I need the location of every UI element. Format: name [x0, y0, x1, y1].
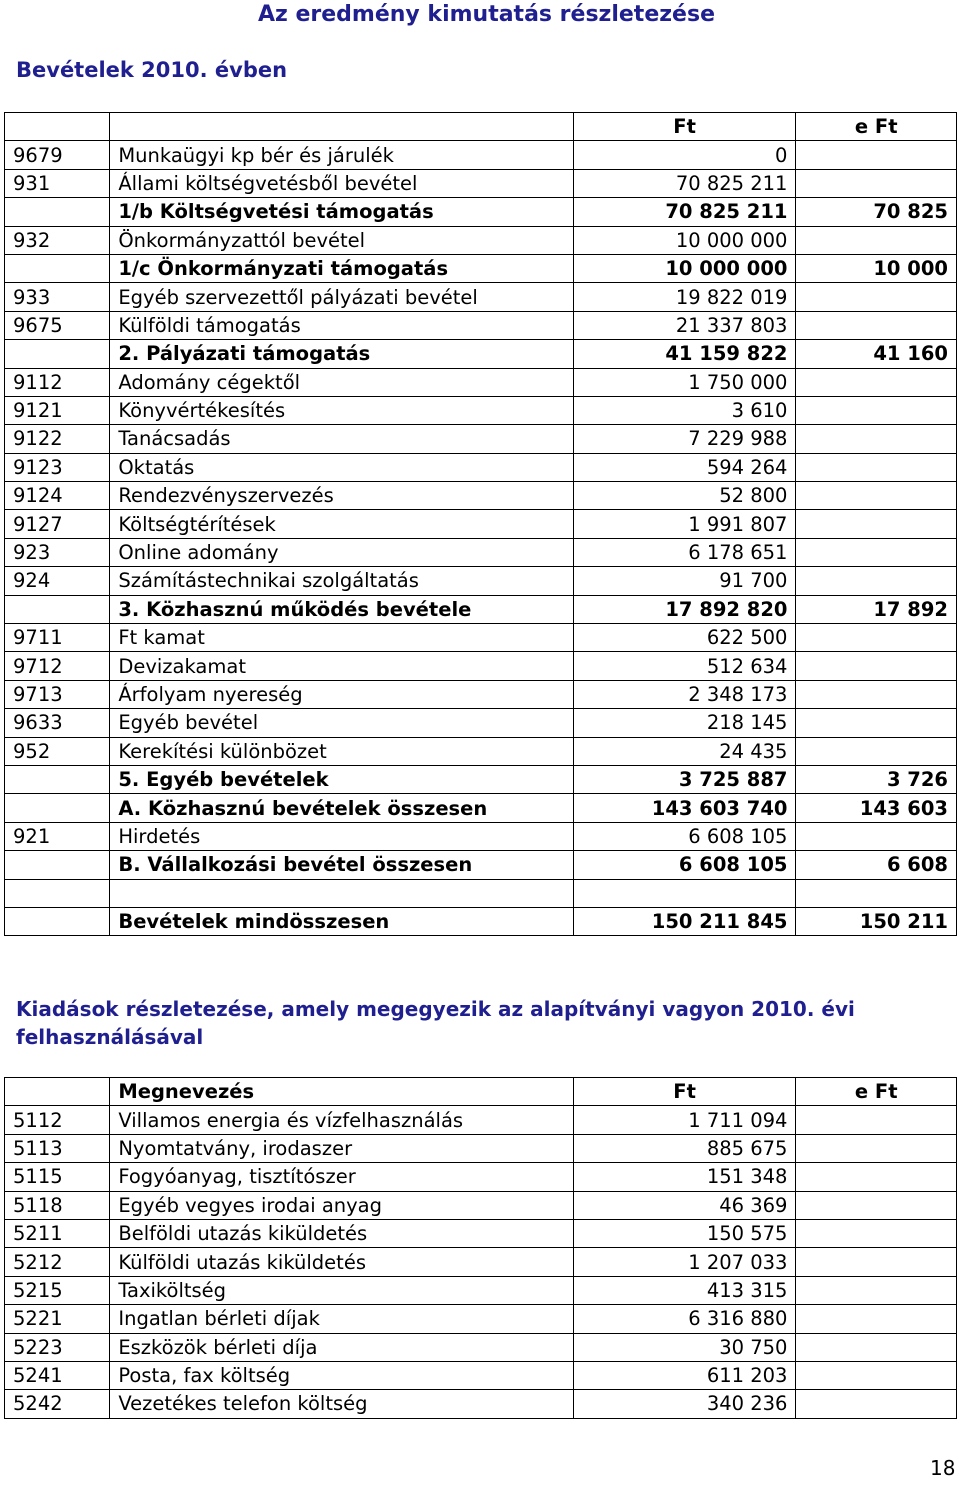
- eft-value-cell: [796, 709, 957, 737]
- name-cell: Ft kamat: [110, 624, 573, 652]
- eft-value-cell: 41 160: [796, 340, 957, 368]
- name-cell: Kerekítési különbözet: [110, 737, 573, 765]
- table-header-row: [5, 113, 957, 141]
- eft-value-cell: 10 000: [796, 254, 957, 282]
- table-row: [5, 851, 957, 879]
- code-cell: 9675: [5, 311, 110, 339]
- expenses-table: [4, 1077, 957, 1419]
- code-cell: 923: [5, 538, 110, 566]
- ft-value-cell: 150 211 845: [573, 907, 796, 935]
- ft-value-cell: 70 825 211: [573, 169, 796, 197]
- ft-value-cell: 17 892 820: [573, 595, 796, 623]
- table-row: [5, 1219, 957, 1247]
- code-cell: 9122: [5, 425, 110, 453]
- eft-value-cell: [796, 226, 957, 254]
- name-cell: Devizakamat: [110, 652, 573, 680]
- ft-value-cell: 21 337 803: [573, 311, 796, 339]
- name-cell: Bevételek mindösszesen: [110, 907, 573, 935]
- table-row: [5, 1361, 957, 1389]
- name-cell: B. Vállalkozási bevétel összesen: [110, 851, 573, 879]
- code-cell: 5211: [5, 1219, 110, 1247]
- name-cell: Egyéb szervezettől pályázati bevétel: [110, 283, 573, 311]
- code-cell: [5, 907, 110, 935]
- table-row: [5, 1276, 957, 1304]
- eft-value-cell: 17 892: [796, 595, 957, 623]
- name-cell: 5. Egyéb bevételek: [110, 765, 573, 793]
- table-row: [5, 595, 957, 623]
- eft-value-cell: [796, 1390, 957, 1418]
- table-row: [5, 198, 957, 226]
- eft-value-cell: [796, 1305, 957, 1333]
- code-cell: 9713: [5, 680, 110, 708]
- code-cell: [5, 794, 110, 822]
- header-eft-cell: e Ft: [796, 1078, 957, 1106]
- header-name-cell: [110, 113, 573, 141]
- ft-value-cell: 885 675: [573, 1134, 796, 1162]
- name-cell: A. Közhasznú bevételek összesen: [110, 794, 573, 822]
- eft-value-cell: [796, 311, 957, 339]
- name-cell: Fogyóanyag, tisztítószer: [110, 1163, 573, 1191]
- table-row: [5, 396, 957, 424]
- ft-value-cell: 151 348: [573, 1163, 796, 1191]
- table-header-row: [5, 1078, 957, 1106]
- name-cell: Vezetékes telefon költség: [110, 1390, 573, 1418]
- ft-value-cell: 7 229 988: [573, 425, 796, 453]
- name-cell: Taxiköltség: [110, 1276, 573, 1304]
- code-cell: 5112: [5, 1106, 110, 1134]
- table-row: [5, 340, 957, 368]
- document-title: Az eredmény kimutatás részletezése: [258, 2, 715, 27]
- table-row: [5, 879, 957, 907]
- table-row: [5, 907, 957, 935]
- code-cell: 9679: [5, 141, 110, 169]
- code-cell: 931: [5, 169, 110, 197]
- eft-value-cell: 70 825: [796, 198, 957, 226]
- revenue-heading: Bevételek 2010. évben: [16, 58, 288, 82]
- eft-value-cell: 143 603: [796, 794, 957, 822]
- table-row: [5, 709, 957, 737]
- code-cell: 933: [5, 283, 110, 311]
- table-row: [5, 1390, 957, 1418]
- ft-value-cell: 611 203: [573, 1361, 796, 1389]
- code-cell: 9112: [5, 368, 110, 396]
- name-cell: Oktatás: [110, 453, 573, 481]
- ft-value-cell: 0: [573, 141, 796, 169]
- eft-value-cell: [796, 822, 957, 850]
- name-cell: Külföldi utazás kiküldetés: [110, 1248, 573, 1276]
- ft-value-cell: 1 207 033: [573, 1248, 796, 1276]
- eft-value-cell: [796, 1361, 957, 1389]
- eft-value-cell: [796, 1134, 957, 1162]
- code-cell: 9711: [5, 624, 110, 652]
- name-cell: Ingatlan bérleti díjak: [110, 1305, 573, 1333]
- name-cell: 2. Pályázati támogatás: [110, 340, 573, 368]
- ft-value-cell: 622 500: [573, 624, 796, 652]
- table-row: [5, 1191, 957, 1219]
- eft-value-cell: [796, 1163, 957, 1191]
- header-eft-cell: e Ft: [796, 113, 957, 141]
- ft-value-cell: 46 369: [573, 1191, 796, 1219]
- table-row: [5, 680, 957, 708]
- name-cell: Posta, fax költség: [110, 1361, 573, 1389]
- table-row: [5, 169, 957, 197]
- name-cell: Hirdetés: [110, 822, 573, 850]
- code-cell: [5, 851, 110, 879]
- code-cell: 5212: [5, 1248, 110, 1276]
- name-cell: 1/c Önkormányzati támogatás: [110, 254, 573, 282]
- name-cell: Költségtérítések: [110, 510, 573, 538]
- code-cell: 921: [5, 822, 110, 850]
- name-cell: Eszközök bérleti díja: [110, 1333, 573, 1361]
- header-ft-cell: Ft: [573, 113, 796, 141]
- eft-value-cell: 6 608: [796, 851, 957, 879]
- code-cell: [5, 254, 110, 282]
- ft-value-cell: 143 603 740: [573, 794, 796, 822]
- code-cell: 9633: [5, 709, 110, 737]
- table-row: [5, 254, 957, 282]
- ft-value-cell: 594 264: [573, 453, 796, 481]
- table-row: [5, 453, 957, 481]
- table-row: [5, 794, 957, 822]
- table-row: [5, 765, 957, 793]
- name-cell: Munkaügyi kp bér és járulék: [110, 141, 573, 169]
- expenses-heading: Kiadások részletezése, amely megegyezik az alapítványi vagyon 2010. évi felhasználásával: [16, 997, 855, 1049]
- eft-value-cell: [796, 283, 957, 311]
- table-row: [5, 1333, 957, 1361]
- table-row: [5, 567, 957, 595]
- name-cell: Önkormányzattól bevétel: [110, 226, 573, 254]
- ft-value-cell: 10 000 000: [573, 254, 796, 282]
- ft-value-cell: 91 700: [573, 567, 796, 595]
- code-cell: 5241: [5, 1361, 110, 1389]
- name-cell: Belföldi utazás kiküldetés: [110, 1219, 573, 1247]
- ft-value-cell: 3 725 887: [573, 765, 796, 793]
- code-cell: 5223: [5, 1333, 110, 1361]
- ft-value-cell: 19 822 019: [573, 283, 796, 311]
- table-row: [5, 226, 957, 254]
- header-name-cell: Megnevezés: [110, 1078, 573, 1106]
- code-cell: 9712: [5, 652, 110, 680]
- eft-value-cell: [796, 652, 957, 680]
- eft-value-cell: [796, 169, 957, 197]
- name-cell: [110, 879, 573, 907]
- header-code-cell: [5, 1078, 110, 1106]
- ft-value-cell: 6 178 651: [573, 538, 796, 566]
- code-cell: 5215: [5, 1276, 110, 1304]
- code-cell: 5221: [5, 1305, 110, 1333]
- table-row: [5, 141, 957, 169]
- eft-value-cell: [796, 1191, 957, 1219]
- code-cell: 9127: [5, 510, 110, 538]
- name-cell: Rendezvényszervezés: [110, 482, 573, 510]
- ft-value-cell: 52 800: [573, 482, 796, 510]
- eft-value-cell: [796, 510, 957, 538]
- name-cell: Könyvértékesítés: [110, 396, 573, 424]
- ft-value-cell: 413 315: [573, 1276, 796, 1304]
- eft-value-cell: [796, 453, 957, 481]
- page-number: 18: [930, 1456, 956, 1480]
- eft-value-cell: [796, 879, 957, 907]
- eft-value-cell: [796, 737, 957, 765]
- ft-value-cell: 3 610: [573, 396, 796, 424]
- code-cell: 5242: [5, 1390, 110, 1418]
- eft-value-cell: [796, 425, 957, 453]
- eft-value-cell: [796, 1219, 957, 1247]
- code-cell: [5, 765, 110, 793]
- name-cell: 1/b Költségvetési támogatás: [110, 198, 573, 226]
- name-cell: Számítástechnikai szolgáltatás: [110, 567, 573, 595]
- ft-value-cell: 2 348 173: [573, 680, 796, 708]
- ft-value-cell: 24 435: [573, 737, 796, 765]
- name-cell: Egyéb bevétel: [110, 709, 573, 737]
- table-row: [5, 510, 957, 538]
- ft-value-cell: 340 236: [573, 1390, 796, 1418]
- ft-value-cell: 1 711 094: [573, 1106, 796, 1134]
- eft-value-cell: 3 726: [796, 765, 957, 793]
- ft-value-cell: 41 159 822: [573, 340, 796, 368]
- code-cell: 9124: [5, 482, 110, 510]
- table-row: [5, 1248, 957, 1276]
- eft-value-cell: [796, 1276, 957, 1304]
- code-cell: [5, 595, 110, 623]
- table-row: [5, 425, 957, 453]
- eft-value-cell: [796, 1333, 957, 1361]
- name-cell: Adomány cégektől: [110, 368, 573, 396]
- ft-value-cell: 218 145: [573, 709, 796, 737]
- ft-value-cell: 6 316 880: [573, 1305, 796, 1333]
- table-row: [5, 1305, 957, 1333]
- eft-value-cell: [796, 396, 957, 424]
- code-cell: 5118: [5, 1191, 110, 1219]
- code-cell: 5113: [5, 1134, 110, 1162]
- eft-value-cell: [796, 1106, 957, 1134]
- table-row: [5, 652, 957, 680]
- ft-value-cell: 30 750: [573, 1333, 796, 1361]
- code-cell: 5115: [5, 1163, 110, 1191]
- code-cell: [5, 879, 110, 907]
- table-row: [5, 1163, 957, 1191]
- eft-value-cell: [796, 1248, 957, 1276]
- table-row: [5, 538, 957, 566]
- ft-value-cell: 6 608 105: [573, 822, 796, 850]
- header-code-cell: [5, 113, 110, 141]
- name-cell: Egyéb vegyes irodai anyag: [110, 1191, 573, 1219]
- table-row: [5, 368, 957, 396]
- eft-value-cell: 150 211: [796, 907, 957, 935]
- name-cell: Nyomtatvány, irodaszer: [110, 1134, 573, 1162]
- table-row: [5, 822, 957, 850]
- code-cell: 932: [5, 226, 110, 254]
- code-cell: 9123: [5, 453, 110, 481]
- table-row: [5, 482, 957, 510]
- revenue-table: [4, 112, 957, 936]
- table-row: [5, 737, 957, 765]
- table-row: [5, 1106, 957, 1134]
- eft-value-cell: [796, 482, 957, 510]
- ft-value-cell: 150 575: [573, 1219, 796, 1247]
- table-row: [5, 311, 957, 339]
- table-row: [5, 1134, 957, 1162]
- eft-value-cell: [796, 538, 957, 566]
- name-cell: Online adomány: [110, 538, 573, 566]
- code-cell: [5, 340, 110, 368]
- code-cell: 952: [5, 737, 110, 765]
- eft-value-cell: [796, 141, 957, 169]
- eft-value-cell: [796, 567, 957, 595]
- ft-value-cell: 1 991 807: [573, 510, 796, 538]
- name-cell: Villamos energia és vízfelhasználás: [110, 1106, 573, 1134]
- name-cell: Tanácsadás: [110, 425, 573, 453]
- ft-value-cell: [573, 879, 796, 907]
- table-row: [5, 624, 957, 652]
- header-ft-cell: Ft: [573, 1078, 796, 1106]
- eft-value-cell: [796, 680, 957, 708]
- ft-value-cell: 70 825 211: [573, 198, 796, 226]
- table-row: [5, 283, 957, 311]
- ft-value-cell: 10 000 000: [573, 226, 796, 254]
- eft-value-cell: [796, 368, 957, 396]
- code-cell: 924: [5, 567, 110, 595]
- name-cell: Árfolyam nyereség: [110, 680, 573, 708]
- eft-value-cell: [796, 624, 957, 652]
- code-cell: 9121: [5, 396, 110, 424]
- name-cell: Állami költségvetésből bevétel: [110, 169, 573, 197]
- ft-value-cell: 6 608 105: [573, 851, 796, 879]
- name-cell: 3. Közhasznú működés bevétele: [110, 595, 573, 623]
- ft-value-cell: 512 634: [573, 652, 796, 680]
- name-cell: Külföldi támogatás: [110, 311, 573, 339]
- ft-value-cell: 1 750 000: [573, 368, 796, 396]
- code-cell: [5, 198, 110, 226]
